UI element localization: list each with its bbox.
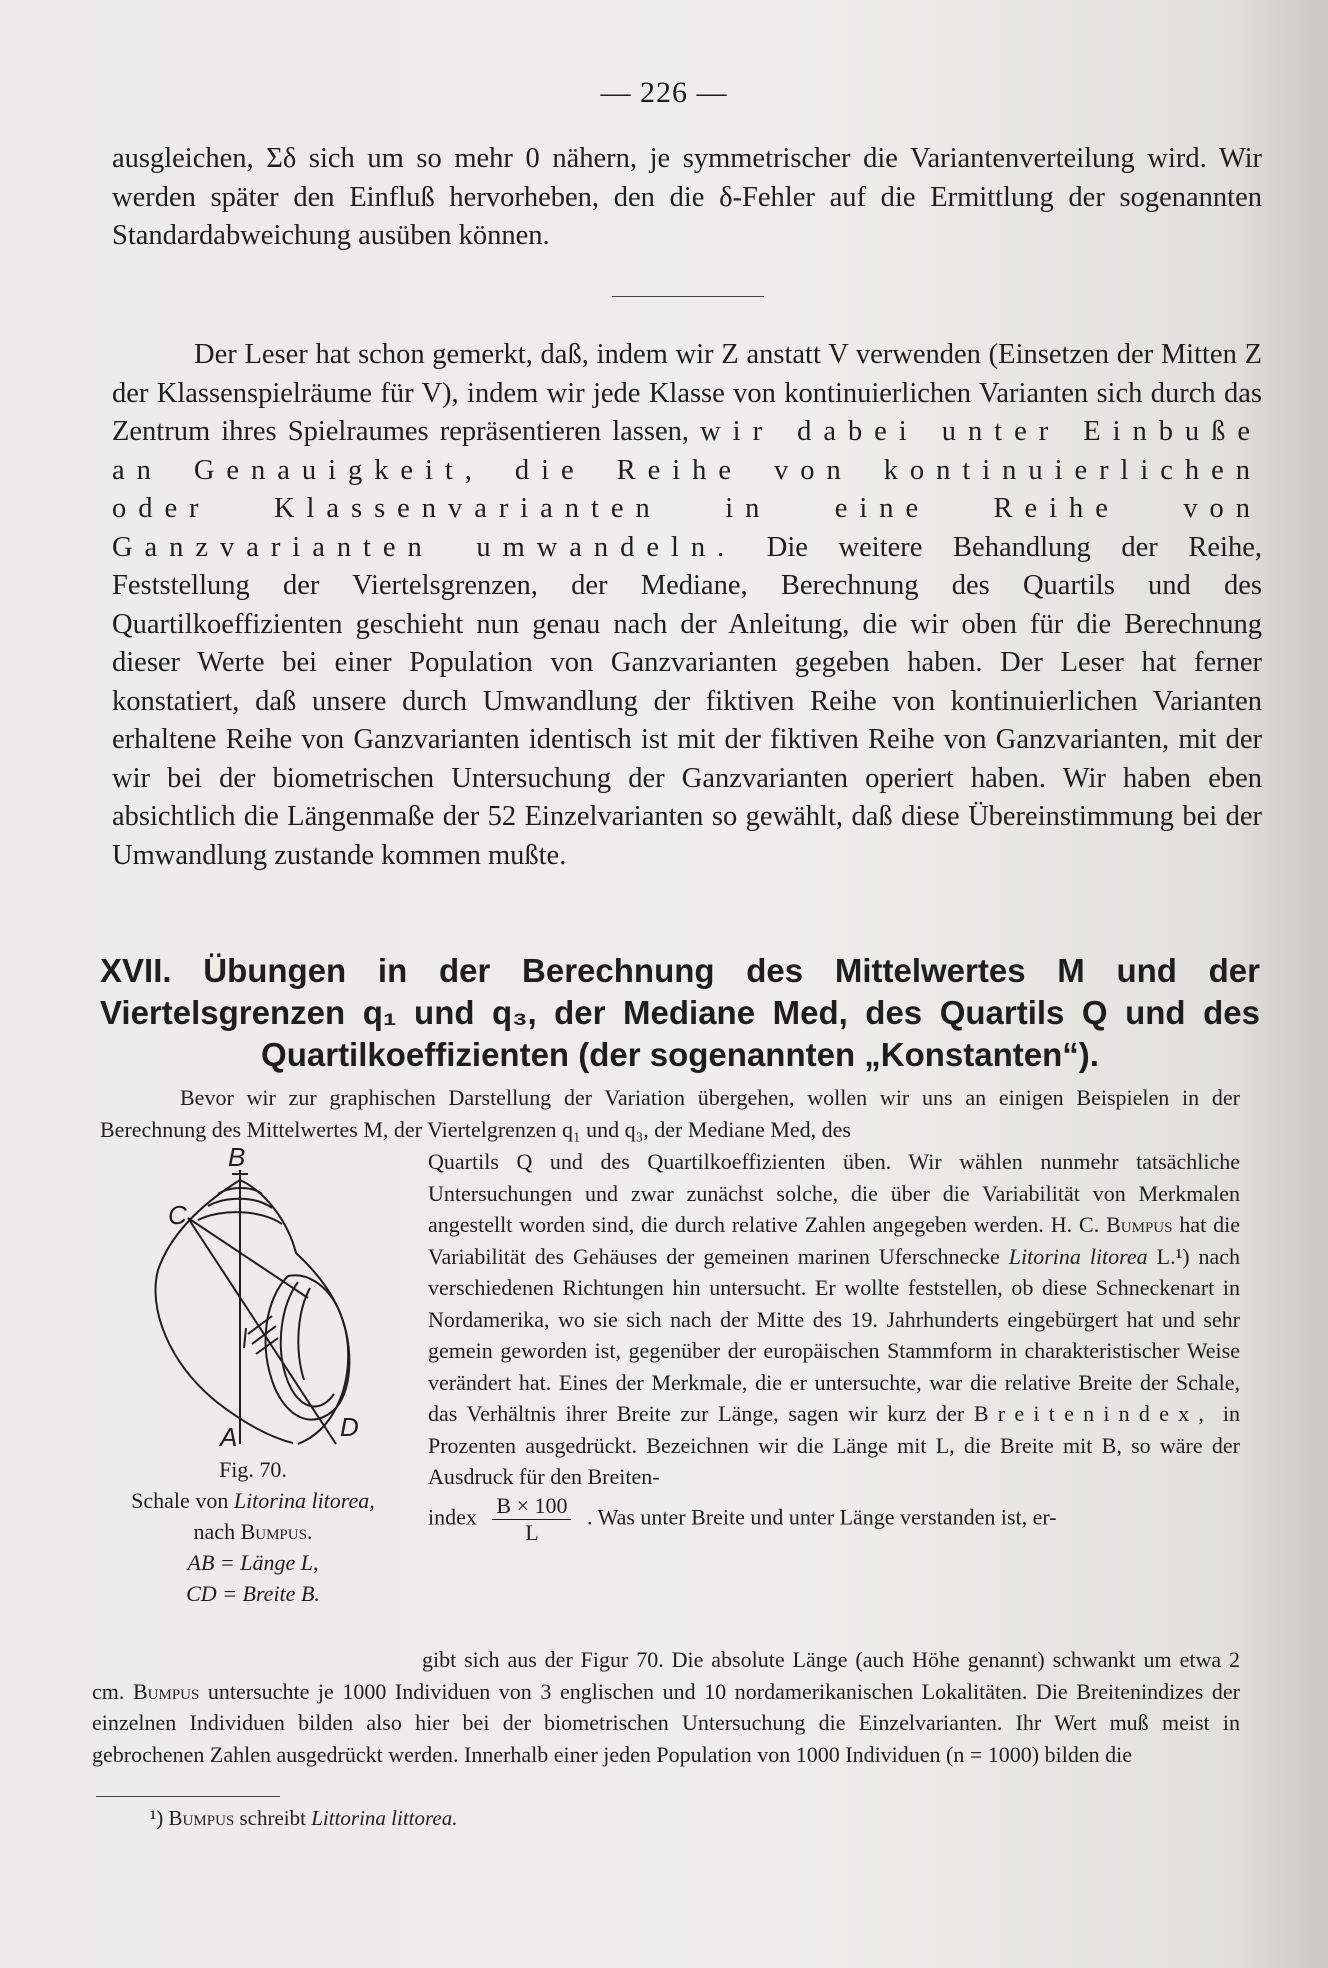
formula-row — [428, 1493, 1240, 1546]
small-right-p1: Quartils Q und des Quartilkoeffizienten üben. Wir wählen nunmehr tatsächliche Untersuchungen und zwar zunächst solche, die über die Variabilität von Merkmalen angestellt worden sind, die durch relative Zahlen angegeben werden. H. C. — [428, 1149, 1240, 1237]
formula-prefix: index — [428, 1504, 477, 1530]
figure-70 — [88, 1148, 418, 1609]
footnote-divider — [96, 1796, 280, 1797]
small-top-text: Bevor wir zur graphischen Darstellung der Variation übergehen, wollen wir uns an einigen Beispielen in der Berechnung des Mittelwertes M, der Viertelgrenzen q₁ und q₃, der Mediane Med, des — [100, 1085, 1240, 1142]
intro-paragraph — [112, 140, 1262, 256]
fraction-denominator: L — [525, 1519, 539, 1545]
main-text-part2: Die weitere Behandlung der Reihe, Feststellung der Viertelsgrenzen, der Mediane, Berechnung des Quartils und des Quartilkoeffizienten geschieht nun genau nach der Anleitung, die wir oben für die Berechnung dieser Werte bei einer Population von Ganzvarianten gegeben haben. Der Leser hat ferner konstatiert, daß unsere durch Umwandlung der fiktiven Reihe von kontinuierlichen Varianten erhaltene Reihe von Ganzvarianten identisch ist mit der fiktiven Reihe von Ganzvarianten, mit der wir bei der biometrischen Untersuchung der Ganzvarianten operiert haben. Wir haben eben absichtlich die Längenmaße der 52 Einzelvarianten so gewählt, daß diese Übereinstimmung bei der Umwandlung zustande kommen mußte. — [112, 531, 1262, 871]
breitenindex-fraction — [492, 1493, 571, 1546]
formula-suffix: . Was unter Breite und unter Länge verstanden ist, er- — [586, 1504, 1057, 1530]
fraction-numerator: B × 100 — [492, 1493, 571, 1520]
author-name-2: Bumpus — [132, 1678, 200, 1704]
caption-title: Fig. 70. — [219, 1457, 287, 1482]
caption-ab: AB = Länge L, — [187, 1550, 319, 1575]
label-b: B — [228, 1148, 246, 1172]
main-text-emphasis: wir dabei unter Einbuße an Genauigkeit, die Reihe von kontinuierlichen oder Klassenvarianten in eine Reihe von Ganzvarianten umwandeln. — [112, 416, 1262, 563]
caption-line1-prefix: Schale von — [131, 1488, 229, 1513]
footnote-species: Littorina littorea. — [311, 1806, 458, 1830]
small-bottom-p2: untersuchte je 1000 Individuen von 3 englischen und 10 nordamerikanischen Lokalitäten. Die Breitenindizes der einzelnen Individuen bilden also hier bei der biometrischen Untersuchung die Einzelvarianten. Ihr Wert muß meist in gebrochenen Zahlen ausgedrückt werden. Innerhalb einer jeden Population von 1000 Individuen (n = 1000) bilden die — [92, 1678, 1241, 1767]
footnote-author: Bumpus — [168, 1806, 235, 1830]
footnote — [150, 1806, 457, 1831]
label-c: C — [168, 1200, 187, 1230]
main-paragraph — [112, 336, 1262, 875]
footnote-mark: ¹) — [150, 1806, 164, 1830]
section-heading: XVII. Übungen in der Berechnung des Mittelwertes M und der Viertelsgrenzen q₁ und q₃, der Mediane Med, des Quartils Q und des Quartilkoeffizienten (der sogenannten „Konstanten“). — [100, 952, 1260, 1073]
snail-shell-drawing — [148, 1148, 368, 1448]
small-right-p2: hat die Variabilität des Gehäuses der gemeinen marinen Uferschnecke — [428, 1212, 1241, 1269]
small-paragraph-bottom — [92, 1644, 1240, 1770]
caption-species: Litorina litorea, — [233, 1488, 375, 1513]
small-right-p4: in Prozenten ausgedrückt. Bezeichnen wir die Länge mit L, die Breite mit B, so wäre der Ausdruck für den Breiten- — [428, 1401, 1241, 1489]
caption-line2-prefix: nach — [193, 1519, 236, 1544]
label-a: A — [220, 1422, 238, 1448]
caption-cd: CD = Breite B. — [186, 1581, 320, 1606]
footnote-text: schreibt — [239, 1806, 306, 1830]
main-text-part1: Der Leser hat schon gemerkt, daß, indem wir Z anstatt V verwenden (Einsetzen der Mitten Z der Klassenspielräume für V), indem wir jede Klasse von kontinuierlichen Varianten sich durch das Zentrum ihres Spielraumes repräsentieren lassen, — [112, 339, 1262, 447]
small-paragraph-right — [428, 1146, 1240, 1546]
label-d: D — [340, 1412, 359, 1442]
author-name: Bumpus — [1106, 1212, 1173, 1237]
caption-author: Bumpus. — [240, 1519, 313, 1544]
page-number: — 226 — — [600, 76, 728, 109]
term-breitenindex: Breitenindex, — [973, 1401, 1214, 1426]
intro-text: ausgleichen, Σδ sich um so mehr 0 nähern, je symmetrischer die Variantenverteilung wird. Wir werden später den Einfluß hervorheben, den die δ-Fehler auf die Ermittlung der sogenannten Standardabweichung ausüben können. — [112, 143, 1262, 251]
section-divider — [612, 296, 764, 297]
small-right-p3: L.¹) nach verschiedenen Richtungen hin untersucht. Er wollte feststellen, ob diese Schneckenart in Nordamerika, wo sie sich nach der Mitte des 19. Jahrhunderts eingebürgert hat und sehr gemein geworden ist, gegenüber der europäischen Stammform in charakteristischer Weise verändert hat. Eines der Merkmale, die er untersuchte, war die relative Breite der Schale, das Verhältnis ihrer Breite zur Länge, sagen wir kurz der — [428, 1243, 1241, 1426]
figure-caption — [88, 1454, 418, 1609]
small-paragraph-top — [100, 1082, 1240, 1145]
small-bottom-p1: gibt sich aus der Figur 70. Die absolute Länge (auch Höhe genannt) schwankt um etwa 2 cm. — [92, 1647, 1240, 1704]
species-name: Litorina litorea — [1008, 1243, 1148, 1269]
